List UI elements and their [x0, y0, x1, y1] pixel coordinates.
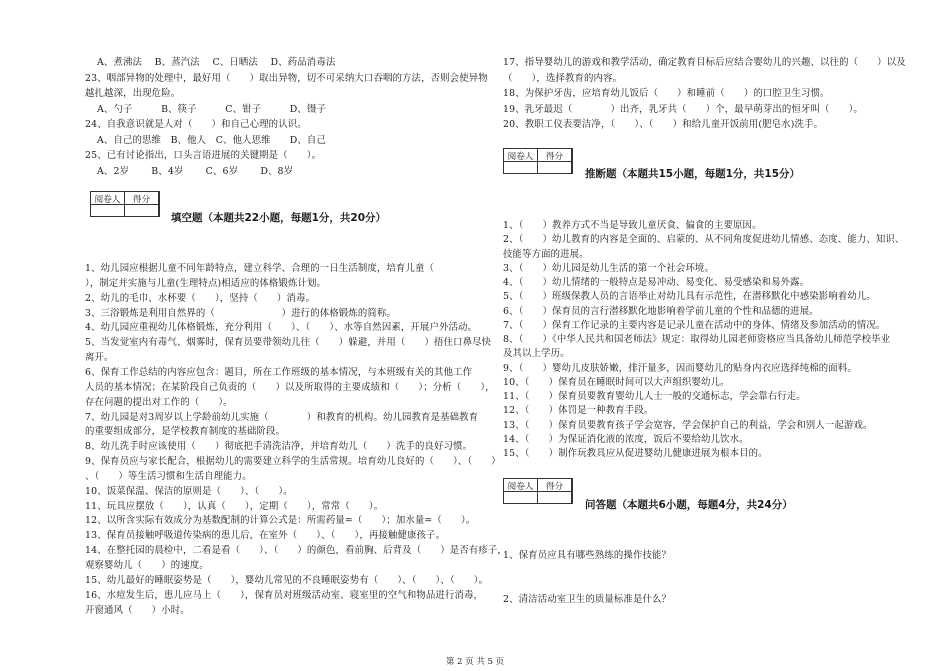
question-line: 7、幼儿园是对3周岁以上学龄前幼儿实施（ ）和教育的机构。幼儿园教育是基础教育 [85, 411, 479, 423]
score-label: 得分 [125, 192, 159, 216]
section-title-judge: 推断题（本题共15小题，每题1分，共15分） [585, 168, 801, 180]
question-line: 8、幼儿洗手时应该使用（ ）彻底把手清洗洁净，并培育幼儿（ ）洗手的良好习惯。 [85, 441, 473, 453]
question-line: 11、（ ）保育员要教育婴幼儿人士一般的交通标志，学会靠右行走。 [503, 391, 806, 402]
grader-label: 阅卷人 [91, 192, 125, 216]
score-box-qa [503, 478, 573, 504]
question-line: 8、（ ）《中华人民共和国老师法》规定：取得幼儿园老师资格应当具备幼儿师范学校毕业 [503, 334, 891, 345]
question-line: 9、（ ）婴幼儿皮肤娇嫩，排汗量多，因而婴幼儿的贴身内衣应选择纯棉的面料。 [503, 362, 857, 374]
question-line: 1、保育员应具有哪些熟练的操作技能？ [503, 550, 672, 561]
question-line: 2、（ ）幼儿教育的内容是全面的、启蒙的、从不同角度促进幼儿情感、态度、能力、知识、 [503, 234, 905, 246]
question-line: 及其以上学历。 [503, 348, 570, 360]
score-label: 得分 [538, 149, 572, 173]
question-line: 10、（ ）保育员在睡眠时间可以大声组织婴幼儿。 [503, 376, 730, 388]
question-line: 13、（ ）保育员要教育孩子学会宽容，学会保护自己的利益，学会和别人一起游戏。 [503, 419, 873, 431]
question-line: 2、清洁活动室卫生的质量标准是什么？ [503, 594, 672, 605]
question-line: 17、指导婴幼儿的游戏和教学活动，确定教育目标后应结合婴幼儿的兴趣、以往的（ ）以及 [503, 57, 906, 68]
question-line: 存在问题的提出对工作的（ ）。 [85, 396, 233, 408]
question-line: 24、自我意识就是人对（ ）和自己心理的认识。 [85, 119, 307, 130]
score-box-judge [503, 148, 573, 174]
question-line: 人员的基本情况；在某阶段自己负责的（ ）以及所取得的主要成绩和（ ）；分析（ ）， [85, 381, 495, 393]
question-line: 14、（ ）为保证消化液的浓度，饭后不要给幼儿饮水。 [503, 433, 749, 445]
question-line: 6、保育工作总结的内容应包含：题目，所在工作班级的基本情况，与本班级有关的其他工作 [85, 366, 473, 378]
question-line: 离开。 [85, 352, 114, 364]
question-line: 13、保育员接触呼吸道传染病的患儿后，在室外（ ）、（ ），再接触健康孩子。 [85, 530, 446, 542]
score-box-fill [90, 191, 160, 217]
question-line: ），制定并实施与儿童(生理特点)相适应的体格锻炼计划。 [85, 277, 327, 289]
question-line: 15、（ ）制作玩教具应从促进婴幼儿健康进展为根本目的。 [503, 448, 768, 459]
question-line: 25、已有讨论指出，口头言语进展的关键期是（ ）。 [85, 150, 322, 161]
question-line: 观察婴幼儿（ ）的速度。 [85, 560, 209, 571]
question-line: 越扎越深，出现危险。 [85, 88, 181, 99]
question-line: 10、饭菜保温、保洁的原则是（ ）、（ ）。 [85, 485, 293, 497]
question-line: 技能等方面的进展。 [503, 248, 589, 260]
question-line: 14、在整托园的晨检中，二看是看（ ）、（ ）的颜色，看前胸、后背及（ ）是否有疹子， [85, 545, 507, 557]
question-line: A、2岁 B、4岁 C、6岁 D、8岁 [97, 165, 294, 177]
question-line: 1、（ ）教养方式不当是导致儿童厌食、偏食的主要原因。 [503, 220, 762, 231]
question-line: 3、三浴锻炼是利用自然界的（ ）进行的体格锻炼的简称。 [85, 307, 396, 319]
question-line: 开窗通风（ ）小时。 [85, 604, 190, 616]
question-line: A、煮沸法 B、蒸汽法 C、日晒法 D、药品消毒法 [97, 57, 336, 68]
question-line: 23、咽部异物的处理中，最好用（ ）取出异物，切不可采纳大口吞咽的方法，否则会使异物 [85, 72, 488, 84]
grader-label: 阅卷人 [504, 149, 538, 173]
grader-label: 阅卷人 [504, 479, 538, 503]
question-line: 20、教职工仪表要洁净，（ ）、（ ）和给儿童开饭前用(肥皂水)洗手。 [503, 119, 824, 130]
question-line: 11、玩具应摆放（ ），认真（ ），定期（ ），常常（ ）。 [85, 500, 384, 512]
question-line: 16、水痘发生后，患儿应马上（ ），保育员对班级活动室、寝室里的空气和物品进行消毒， [85, 589, 484, 601]
question-line: 5、（ ）班级保教人员的言语举止对幼儿具有示范性，在潜移默化中感染影响着幼儿。 [503, 291, 876, 303]
section-title-qa: 问答题（本题共6小题，每题4分，共24分） [585, 499, 793, 511]
question-line: 1、幼儿园应根据儿童不同年龄特点，建立科学、合理的一日生活制度，培育儿童（ [85, 263, 454, 274]
question-line: A、自己的思维 B、他人 C、他人思维 D、自己 [97, 134, 326, 146]
question-line: 6、（ ）保育员的言行潜移默化地影响着学前儿童的个性和品德的进展。 [503, 305, 819, 317]
question-line: 、（ ）等生活习惯和生活自理能力。 [85, 470, 252, 482]
page-footer: 第 2 页 共 5 页 [445, 657, 505, 667]
question-line: 4、（ ）幼儿情绪的一般特点是易冲动、易变化、易受感染和易外露。 [503, 277, 810, 288]
question-line: （ ），选择教育的内容。 [503, 72, 623, 84]
question-line: 2、幼儿的毛巾、水杯要（ ），坚持（ ）消毒。 [85, 292, 316, 304]
section-title-fill: 填空题（本题共22小题，每题1分，共20分） [171, 212, 387, 224]
question-line: 9、保育员应与家长配合，根据幼儿的需要建立科学的生活常规。培育幼儿良好的（ ）、（ ） [85, 456, 501, 468]
question-line: 5、当发觉室内有毒气、烟雾时，保育员要带领幼儿往（ ）躲避，并用（ ）捂住口鼻尽快 [85, 337, 492, 349]
question-line: 的重要组成部分，是学校教育制度的基础阶段。 [85, 426, 286, 438]
question-line: 3、（ ）幼儿园是幼儿生活的第一个社会环境。 [503, 262, 714, 274]
question-line: 12、（ ）体罚是一种教育手段。 [503, 405, 654, 417]
question-line: 7、（ ）保育工作记录的主要内容是记录儿童在活动中的身体、情绪及参加活动的情况。 [503, 319, 886, 331]
score-label: 得分 [538, 479, 572, 503]
question-line: 18、为保护牙齿，应培育幼儿饭后（ ）和睡前（ ）的口腔卫生习惯。 [503, 88, 830, 99]
question-line: 12、以所含实际有效成分为基数配制的计算公式是：所需药量=（ ）；加水量=（ ）。 [85, 515, 476, 527]
question-line: 4、幼儿园应重视幼儿体格锻炼，充分利用（ ）、（ ）、水等自然因素，开展户外活动。 [85, 322, 478, 334]
question-line: 15、幼儿最好的睡眠姿势是（ ），婴幼儿常见的不良睡眠姿势有（ ）、（ ）、（ ）。 [85, 574, 489, 586]
question-line: 19、乳牙最迟（ ）出齐，乳牙共（ ）个，最早萌芽出的恒牙叫（ ）。 [503, 103, 863, 115]
question-line: A、勺子 B、筷子 C、钳子 D、镊子 [97, 103, 326, 115]
